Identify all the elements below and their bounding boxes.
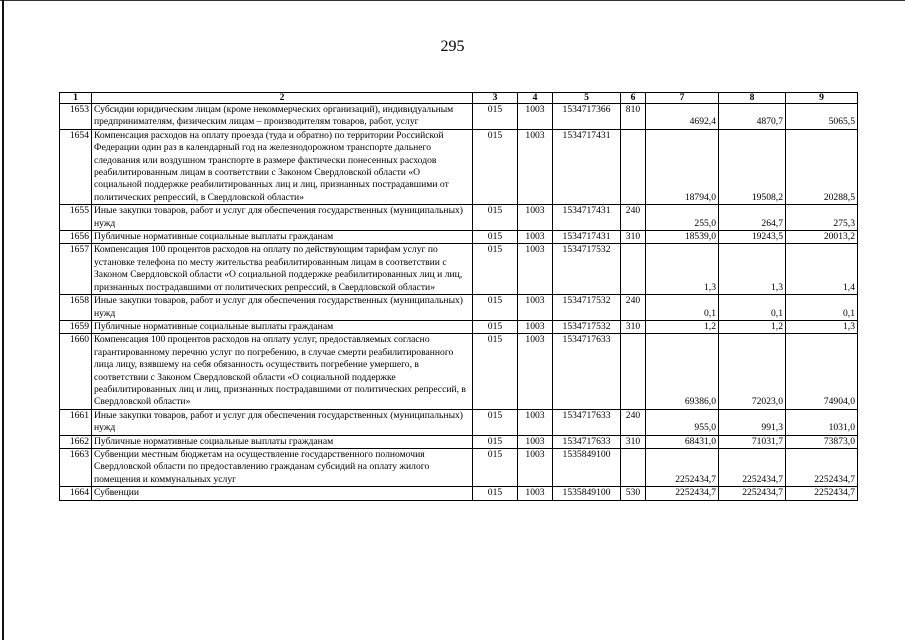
section-code-cell: 1003 [518, 320, 553, 333]
target-article-cell: 1534717633 [553, 409, 621, 435]
column-header: 3 [473, 93, 518, 104]
row-number-cell: 1654 [60, 129, 92, 204]
section-code-cell: 1003 [518, 334, 553, 409]
row-number-cell: 1659 [60, 320, 92, 333]
item-name-cell: Компенсация расходов на оплату проезда (туда и обратно) по территории Российской Федерации один раз в календарный год на железнодорожном транспорте дальнего следования или воздушном транспорте в размере фактически понесенных расходов реабилитированным лицам в соответствии с Законом Свердловской области «О социальной поддержке реабилитированных лиц и лиц, признанных пострадавшими от политических репрессий, в Свердловской области» [92, 129, 473, 204]
row-number-cell: 1657 [60, 244, 92, 295]
amount-year2-cell: 2252434,7 [719, 487, 786, 500]
row-number-cell: 1664 [60, 487, 92, 500]
ministry-code-cell: 015 [473, 409, 518, 435]
target-article-cell: 1535849100 [553, 487, 621, 500]
item-name-cell: Иные закупки товаров, работ и услуг для обеспечения государственных (муниципальных) нужд [92, 205, 473, 231]
table-row [60, 231, 858, 244]
target-article-cell: 1534717633 [553, 334, 621, 409]
table-row [60, 129, 858, 204]
expense-type-cell: 240 [621, 205, 646, 231]
section-code-cell: 1003 [518, 244, 553, 295]
target-article-cell: 1534717366 [553, 104, 621, 130]
amount-year1-cell: 2252434,7 [646, 448, 719, 486]
expense-type-cell: 530 [621, 487, 646, 500]
item-name-cell: Субвенции [92, 487, 473, 500]
table-row [60, 205, 858, 231]
table-row [60, 435, 858, 448]
ministry-code-cell: 015 [473, 205, 518, 231]
section-code-cell: 1003 [518, 435, 553, 448]
amount-year3-cell: 1,4 [786, 244, 858, 295]
row-number-cell: 1661 [60, 409, 92, 435]
amount-year2-cell: 71031,7 [719, 435, 786, 448]
amount-year3-cell: 2252434,7 [786, 448, 858, 486]
amount-year2-cell: 991,3 [719, 409, 786, 435]
ministry-code-cell: 015 [473, 244, 518, 295]
item-name-cell: Субсидии юридическим лицам (кроме некоммерческих организаций), индивидуальным предпринимателям, физическим лицам – производителям товаров, работ, услуг [92, 104, 473, 130]
ministry-code-cell: 015 [473, 334, 518, 409]
table-row [60, 334, 858, 409]
amount-year3-cell: 0,1 [786, 295, 858, 321]
amount-year1-cell: 955,0 [646, 409, 719, 435]
ministry-code-cell: 015 [473, 487, 518, 500]
item-name-cell: Компенсация 100 процентов расходов на оплату услуг, предоставляемых согласно гарантированному перечню услуг по погребению, в случае смерти реабилитированного лица лицу, взявшему на себя обязанность осуществить погребение умершего, в соответствии с Законом Свердловской области «О социальной поддержке реабилитированных лиц и лиц, признанных пострадавшими от политических репрессий, в Свердловской области» [92, 334, 473, 409]
target-article-cell: 1534717532 [553, 320, 621, 333]
amount-year1-cell: 255,0 [646, 205, 719, 231]
page-top-edge [0, 0, 905, 1]
section-code-cell: 1003 [518, 295, 553, 321]
expense-type-cell [621, 448, 646, 486]
row-number-cell: 1658 [60, 295, 92, 321]
expense-type-cell: 240 [621, 295, 646, 321]
target-article-cell: 1534717532 [553, 295, 621, 321]
column-header: 2 [92, 93, 473, 104]
table-row [60, 244, 858, 295]
amount-year1-cell: 4692,4 [646, 104, 719, 130]
amount-year3-cell: 20288,5 [786, 129, 858, 204]
amount-year3-cell: 1,3 [786, 320, 858, 333]
amount-year3-cell: 73873,0 [786, 435, 858, 448]
column-header: 8 [719, 93, 786, 104]
ministry-code-cell: 015 [473, 231, 518, 244]
amount-year3-cell: 275,3 [786, 205, 858, 231]
amount-year2-cell: 4870,7 [719, 104, 786, 130]
ministry-code-cell: 015 [473, 104, 518, 130]
target-article-cell: 1534717532 [553, 244, 621, 295]
amount-year1-cell: 1,3 [646, 244, 719, 295]
column-header: 5 [553, 93, 621, 104]
column-header: 1 [60, 93, 92, 104]
target-article-cell: 1535849100 [553, 448, 621, 486]
section-code-cell: 1003 [518, 448, 553, 486]
table-row [60, 487, 858, 500]
amount-year3-cell: 5065,5 [786, 104, 858, 130]
expense-type-cell: 310 [621, 231, 646, 244]
page-number: 295 [440, 38, 465, 55]
item-name-cell: Иные закупки товаров, работ и услуг для обеспечения государственных (муниципальных) нужд [92, 409, 473, 435]
amount-year1-cell: 69386,0 [646, 334, 719, 409]
ministry-code-cell: 015 [473, 129, 518, 204]
ministry-code-cell: 015 [473, 448, 518, 486]
amount-year2-cell: 19508,2 [719, 129, 786, 204]
table-row [60, 104, 858, 130]
amount-year1-cell: 1,2 [646, 320, 719, 333]
expense-type-cell: 810 [621, 104, 646, 130]
section-code-cell: 1003 [518, 487, 553, 500]
section-code-cell: 1003 [518, 129, 553, 204]
amount-year1-cell: 18539,0 [646, 231, 719, 244]
amount-year2-cell: 264,7 [719, 205, 786, 231]
page-left-edge [2, 0, 4, 640]
column-header: 9 [786, 93, 858, 104]
item-name-cell: Публичные нормативные социальные выплаты гражданам [92, 231, 473, 244]
amount-year1-cell: 0,1 [646, 295, 719, 321]
row-number-cell: 1662 [60, 435, 92, 448]
section-code-cell: 1003 [518, 205, 553, 231]
budget-table [59, 92, 858, 501]
item-name-cell: Иные закупки товаров, работ и услуг для обеспечения государственных (муниципальных) нужд [92, 295, 473, 321]
column-header: 7 [646, 93, 719, 104]
amount-year3-cell: 20013,2 [786, 231, 858, 244]
expense-type-cell [621, 334, 646, 409]
ministry-code-cell: 015 [473, 295, 518, 321]
expense-type-cell: 240 [621, 409, 646, 435]
ministry-code-cell: 015 [473, 435, 518, 448]
amount-year2-cell: 72023,0 [719, 334, 786, 409]
expense-type-cell [621, 129, 646, 204]
amount-year2-cell: 19243,5 [719, 231, 786, 244]
item-name-cell: Публичные нормативные социальные выплаты гражданам [92, 435, 473, 448]
row-number-cell: 1653 [60, 104, 92, 130]
section-code-cell: 1003 [518, 231, 553, 244]
amount-year2-cell: 1,3 [719, 244, 786, 295]
header-row [60, 93, 858, 104]
target-article-cell: 1534717431 [553, 129, 621, 204]
table-row [60, 295, 858, 321]
item-name-cell: Компенсация 100 процентов расходов на оплату по действующим тарифам услуг по установке телефона по месту жительства реабилитированным лицам в соответствии с Законом Свердловской области «О социальной поддержке реабилитированных лиц и лиц, признанных пострадавшими от политических репрессий, в Свердловской области» [92, 244, 473, 295]
amount-year1-cell: 68431,0 [646, 435, 719, 448]
expense-type-cell [621, 244, 646, 295]
item-name-cell: Субвенции местным бюджетам на осуществление государственного полномочия Свердловской области по предоставлению гражданам субсидий на оплату жилого помещения и коммунальных услуг [92, 448, 473, 486]
section-code-cell: 1003 [518, 409, 553, 435]
expense-type-cell: 310 [621, 435, 646, 448]
ministry-code-cell: 015 [473, 320, 518, 333]
amount-year1-cell: 18794,0 [646, 129, 719, 204]
amount-year2-cell: 1,2 [719, 320, 786, 333]
column-header: 6 [621, 93, 646, 104]
row-number-cell: 1656 [60, 231, 92, 244]
amount-year3-cell: 1031,0 [786, 409, 858, 435]
table-row [60, 409, 858, 435]
target-article-cell: 1534717431 [553, 205, 621, 231]
amount-year2-cell: 2252434,7 [719, 448, 786, 486]
table-row [60, 448, 858, 486]
section-code-cell: 1003 [518, 104, 553, 130]
table-row [60, 320, 858, 333]
expense-type-cell: 310 [621, 320, 646, 333]
item-name-cell: Публичные нормативные социальные выплаты гражданам [92, 320, 473, 333]
amount-year3-cell: 2252434,7 [786, 487, 858, 500]
amount-year2-cell: 0,1 [719, 295, 786, 321]
table-body [60, 93, 858, 501]
amount-year1-cell: 2252434,7 [646, 487, 719, 500]
row-number-cell: 1660 [60, 334, 92, 409]
row-number-cell: 1655 [60, 205, 92, 231]
column-header: 4 [518, 93, 553, 104]
target-article-cell: 1534717431 [553, 231, 621, 244]
amount-year3-cell: 74904,0 [786, 334, 858, 409]
row-number-cell: 1663 [60, 448, 92, 486]
target-article-cell: 1534717633 [553, 435, 621, 448]
